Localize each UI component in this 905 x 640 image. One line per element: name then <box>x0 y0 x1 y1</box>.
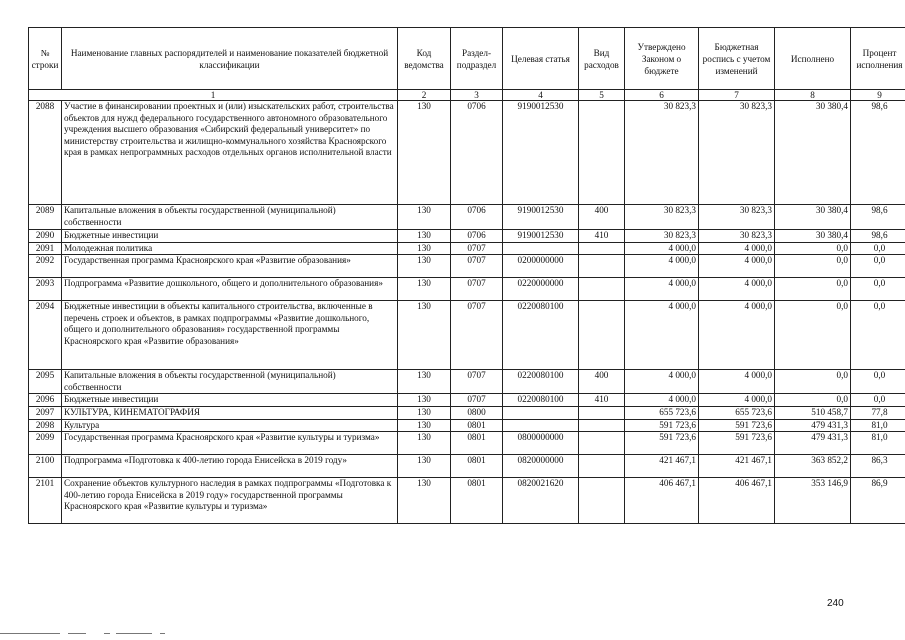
scan-mark <box>116 633 152 634</box>
row-executed: 0,0 <box>775 394 851 407</box>
row-name: Участие в финансировании проектных и (или) изыскательских работ, строительства объектов для нужд федерального государственного автономного образовательного учреждения высшего образования «Сибирский федеральный университет» по министерству строительства и жилищно-коммунального хозяйства Красноярского края в рамках непрограммных расходов отдельных органов исполнительной власти <box>62 101 398 205</box>
row-section: 0801 <box>451 455 503 478</box>
row-dept-code: 130 <box>398 242 451 255</box>
row-budget-schedule: 4 000,0 <box>699 301 775 370</box>
row-approved: 4 000,0 <box>625 278 699 301</box>
row-approved: 591 723,6 <box>625 432 699 455</box>
row-target-article: 0220080100 <box>503 394 579 407</box>
row-approved: 4 000,0 <box>625 301 699 370</box>
table-row <box>29 101 905 205</box>
row-dept-code: 130 <box>398 230 451 243</box>
row-target-article: 0820000000 <box>503 455 579 478</box>
header-name: Наименование главных распорядителей и наименование показателей бюджетной классификации <box>62 28 398 90</box>
row-dept-code: 130 <box>398 394 451 407</box>
row-budget-schedule: 30 823,3 <box>699 230 775 243</box>
row-name: Сохранение объектов культурного наследия в рамках подпрограммы «Подготовка к 400-летию города Енисейска в 2019 году» государственной программы Красноярского края «Развитие культуры и туризма» <box>62 478 398 524</box>
row-percent: 98,6 <box>851 230 905 243</box>
row-percent: 98,6 <box>851 205 905 230</box>
row-name: Культура <box>62 419 398 432</box>
scan-mark <box>68 633 86 634</box>
row-name: Бюджетные инвестиции в объекты капитального строительства, включенные в перечень строек и объектов, в рамках подпрограммы «Развитие дошкольного, общего и дополнительного образования» государственной программы Красноярского края «Развитие образования» <box>62 301 398 370</box>
column-number: 5 <box>579 90 625 101</box>
row-target-article: 9190012530 <box>503 101 579 205</box>
row-approved: 30 823,3 <box>625 230 699 243</box>
row-executed: 0,0 <box>775 255 851 278</box>
row-percent: 77,8 <box>851 406 905 419</box>
row-percent: 0,0 <box>851 394 905 407</box>
row-dept-code: 130 <box>398 205 451 230</box>
header-row <box>29 28 905 90</box>
column-number: 3 <box>451 90 503 101</box>
row-executed: 479 431,3 <box>775 432 851 455</box>
row-approved: 591 723,6 <box>625 419 699 432</box>
row-dept-code: 130 <box>398 370 451 394</box>
row-section: 0707 <box>451 394 503 407</box>
row-target-article <box>503 242 579 255</box>
header-percent: Процент исполнения <box>851 28 905 90</box>
row-dept-code: 130 <box>398 419 451 432</box>
row-executed: 0,0 <box>775 242 851 255</box>
row-name: Бюджетные инвестиции <box>62 394 398 407</box>
row-section: 0707 <box>451 255 503 278</box>
row-section: 0801 <box>451 419 503 432</box>
row-approved: 30 823,3 <box>625 101 699 205</box>
row-target-article: 0220080100 <box>503 301 579 370</box>
column-number: 6 <box>625 90 699 101</box>
header-row-number: № строки <box>29 28 62 90</box>
table-row <box>29 301 905 370</box>
table-row <box>29 242 905 255</box>
row-executed: 0,0 <box>775 278 851 301</box>
scan-mark <box>104 633 110 634</box>
column-number: 2 <box>398 90 451 101</box>
row-name: Государственная программа Красноярского края «Развитие образования» <box>62 255 398 278</box>
row-number: 2099 <box>29 432 62 455</box>
row-percent: 98,6 <box>851 101 905 205</box>
row-dept-code: 130 <box>398 406 451 419</box>
table-row <box>29 432 905 455</box>
scan-mark <box>160 633 165 634</box>
row-approved: 4 000,0 <box>625 242 699 255</box>
scan-mark <box>0 633 60 634</box>
row-executed: 510 458,7 <box>775 406 851 419</box>
row-section: 0707 <box>451 242 503 255</box>
row-percent: 0,0 <box>851 278 905 301</box>
row-section: 0707 <box>451 278 503 301</box>
row-number: 2096 <box>29 394 62 407</box>
row-executed: 353 146,9 <box>775 478 851 524</box>
column-number-row <box>29 90 905 101</box>
row-budget-schedule: 30 823,3 <box>699 205 775 230</box>
row-name: Молодежная политика <box>62 242 398 255</box>
row-dept-code: 130 <box>398 455 451 478</box>
page-number: 240 <box>827 598 844 609</box>
row-budget-schedule: 655 723,6 <box>699 406 775 419</box>
table-row <box>29 230 905 243</box>
table-row <box>29 419 905 432</box>
row-executed: 0,0 <box>775 301 851 370</box>
row-number: 2089 <box>29 205 62 230</box>
row-name: КУЛЬТУРА, КИНЕМАТОГРАФИЯ <box>62 406 398 419</box>
table-row <box>29 478 905 524</box>
row-approved: 4 000,0 <box>625 370 699 394</box>
row-section: 0707 <box>451 301 503 370</box>
row-number: 2088 <box>29 101 62 205</box>
row-executed: 30 380,4 <box>775 230 851 243</box>
header-budget-schedule: Бюджетная роспись с учетом изменений <box>699 28 775 90</box>
row-percent: 0,0 <box>851 255 905 278</box>
row-expense-kind <box>579 255 625 278</box>
row-number: 2090 <box>29 230 62 243</box>
row-name: Капитальные вложения в объекты государственной (муниципальной) собственности <box>62 205 398 230</box>
row-budget-schedule: 591 723,6 <box>699 432 775 455</box>
header-expense-kind: Вид расходов <box>579 28 625 90</box>
row-budget-schedule: 4 000,0 <box>699 394 775 407</box>
row-expense-kind <box>579 478 625 524</box>
row-expense-kind <box>579 278 625 301</box>
table-row <box>29 455 905 478</box>
row-budget-schedule: 421 467,1 <box>699 455 775 478</box>
header-approved: Утверждено Законом о бюджете <box>625 28 699 90</box>
row-name: Капитальные вложения в объекты государственной (муниципальной) собственности <box>62 370 398 394</box>
row-executed: 0,0 <box>775 370 851 394</box>
column-number: 4 <box>503 90 579 101</box>
budget-execution-table <box>28 27 905 524</box>
row-dept-code: 130 <box>398 255 451 278</box>
row-section: 0707 <box>451 370 503 394</box>
row-budget-schedule: 591 723,6 <box>699 419 775 432</box>
row-name: Государственная программа Красноярского края «Развитие культуры и туризма» <box>62 432 398 455</box>
row-approved: 4 000,0 <box>625 255 699 278</box>
row-expense-kind <box>579 455 625 478</box>
table-body <box>29 101 905 524</box>
row-name: Бюджетные инвестиции <box>62 230 398 243</box>
row-number: 2092 <box>29 255 62 278</box>
row-percent: 0,0 <box>851 301 905 370</box>
row-target-article: 0220000000 <box>503 278 579 301</box>
row-approved: 406 467,1 <box>625 478 699 524</box>
header-executed: Исполнено <box>775 28 851 90</box>
row-expense-kind <box>579 406 625 419</box>
row-budget-schedule: 4 000,0 <box>699 242 775 255</box>
row-approved: 30 823,3 <box>625 205 699 230</box>
row-approved: 4 000,0 <box>625 394 699 407</box>
row-target-article: 0820021620 <box>503 478 579 524</box>
row-dept-code: 130 <box>398 301 451 370</box>
row-target-article: 0800000000 <box>503 432 579 455</box>
row-target-article: 0220080100 <box>503 370 579 394</box>
row-name: Подпрограмма «Развитие дошкольного, общего и дополнительного образования» <box>62 278 398 301</box>
table-row <box>29 406 905 419</box>
row-target-article <box>503 419 579 432</box>
row-budget-schedule: 4 000,0 <box>699 255 775 278</box>
row-executed: 479 431,3 <box>775 419 851 432</box>
row-number: 2094 <box>29 301 62 370</box>
row-expense-kind <box>579 432 625 455</box>
row-budget-schedule: 30 823,3 <box>699 101 775 205</box>
row-number: 2098 <box>29 419 62 432</box>
row-number: 2100 <box>29 455 62 478</box>
row-section: 0801 <box>451 432 503 455</box>
row-number: 2101 <box>29 478 62 524</box>
row-expense-kind <box>579 419 625 432</box>
row-target-article <box>503 406 579 419</box>
header-target-article: Целевая статья <box>503 28 579 90</box>
row-section: 0706 <box>451 101 503 205</box>
row-executed: 30 380,4 <box>775 101 851 205</box>
row-approved: 655 723,6 <box>625 406 699 419</box>
row-expense-kind: 410 <box>579 230 625 243</box>
header-dept-code: Код ведомства <box>398 28 451 90</box>
row-expense-kind <box>579 101 625 205</box>
row-percent: 0,0 <box>851 370 905 394</box>
row-percent: 86,3 <box>851 455 905 478</box>
row-budget-schedule: 406 467,1 <box>699 478 775 524</box>
table-row <box>29 255 905 278</box>
row-expense-kind <box>579 242 625 255</box>
row-number: 2097 <box>29 406 62 419</box>
scan-edge-marks <box>0 632 200 636</box>
row-expense-kind: 400 <box>579 370 625 394</box>
row-percent: 0,0 <box>851 242 905 255</box>
table-row <box>29 278 905 301</box>
row-number: 2091 <box>29 242 62 255</box>
table-row <box>29 370 905 394</box>
row-executed: 30 380,4 <box>775 205 851 230</box>
row-percent: 86,9 <box>851 478 905 524</box>
row-executed: 363 852,2 <box>775 455 851 478</box>
row-section: 0801 <box>451 478 503 524</box>
column-number: 8 <box>775 90 851 101</box>
row-target-article: 9190012530 <box>503 230 579 243</box>
row-number: 2095 <box>29 370 62 394</box>
row-dept-code: 130 <box>398 101 451 205</box>
column-number: 9 <box>851 90 905 101</box>
header-section: Раздел-подраздел <box>451 28 503 90</box>
row-section: 0800 <box>451 406 503 419</box>
row-budget-schedule: 4 000,0 <box>699 278 775 301</box>
row-expense-kind <box>579 301 625 370</box>
row-percent: 81,0 <box>851 432 905 455</box>
row-dept-code: 130 <box>398 278 451 301</box>
row-target-article: 9190012530 <box>503 205 579 230</box>
table-row <box>29 205 905 230</box>
row-dept-code: 130 <box>398 432 451 455</box>
column-number: 7 <box>699 90 775 101</box>
table-row <box>29 394 905 407</box>
row-expense-kind: 400 <box>579 205 625 230</box>
row-approved: 421 467,1 <box>625 455 699 478</box>
row-target-article: 0200000000 <box>503 255 579 278</box>
column-number: 1 <box>29 90 398 101</box>
row-section: 0706 <box>451 205 503 230</box>
row-percent: 81,0 <box>851 419 905 432</box>
row-expense-kind: 410 <box>579 394 625 407</box>
row-budget-schedule: 4 000,0 <box>699 370 775 394</box>
row-number: 2093 <box>29 278 62 301</box>
row-section: 0706 <box>451 230 503 243</box>
row-name: Подпрограмма «Подготовка к 400-летию города Енисейска в 2019 году» <box>62 455 398 478</box>
row-dept-code: 130 <box>398 478 451 524</box>
